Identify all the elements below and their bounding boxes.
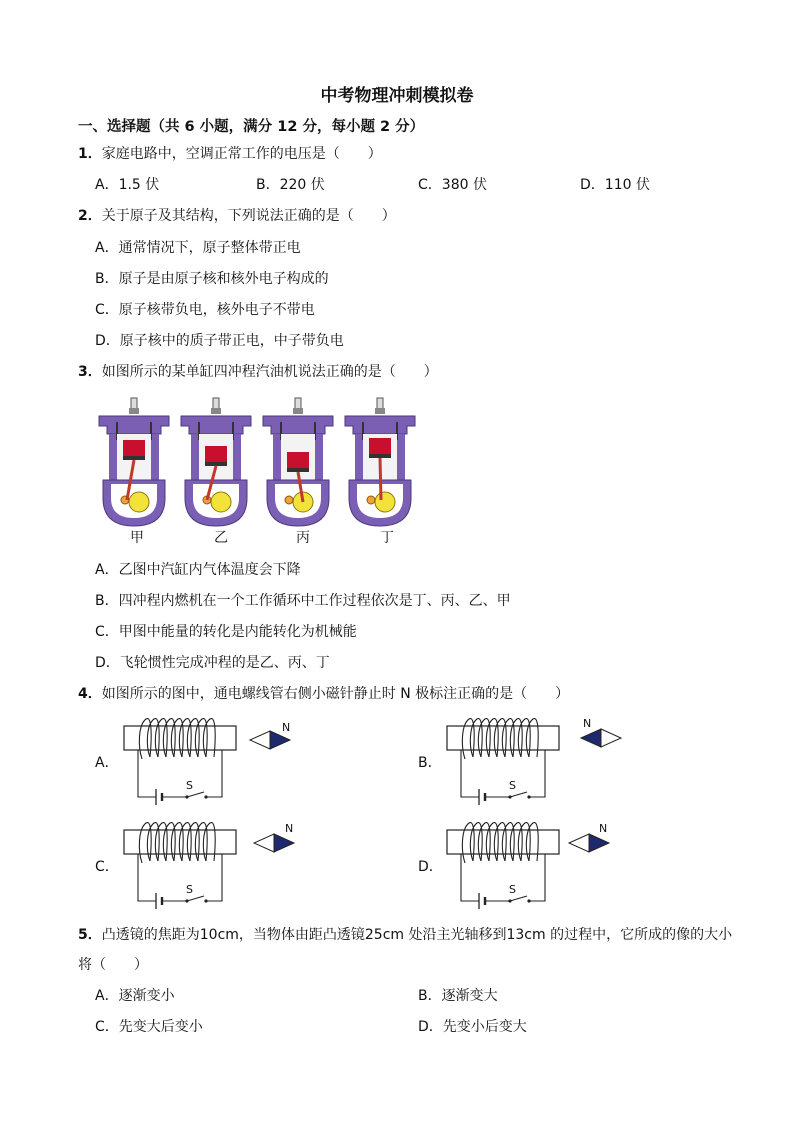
engine-yi [181,398,251,526]
needle-label-d: N [599,822,608,835]
solenoid-diagram-b [447,717,627,809]
q1-option-c[interactable]: C．380 伏 [418,177,487,193]
engine-jia [99,398,169,526]
q2-option-c[interactable]: C．原子核带负电，核外电子不带电 [95,302,315,318]
q4-option-c[interactable]: C． [95,859,119,875]
figure-label-bing: 丙 [296,530,310,546]
question-1 [78,147,382,161]
switch-label-b: S [509,779,516,792]
question-stem: 如图所示的图中，通电螺线管右侧小磁针静止时 N 极标注正确的是（ ） [101,686,570,702]
q3-option-c[interactable]: C．甲图中能量的转化是内能转化为机械能 [95,624,357,640]
figure-label-jia: 甲 [130,530,144,546]
q3-option-a[interactable]: A．乙图中汽缸内气体温度会下降 [95,562,301,578]
compass-needle-d [569,834,609,852]
switch-label-a: S [186,779,193,792]
q5-option-c[interactable]: C．先变大后变小 [95,1019,203,1035]
engine-bing [263,398,333,526]
question-stem: 如图所示的某单缸四冲程汽油机说法正确的是（ ） [101,364,438,380]
question-stem-line-1: 凸透镜的焦距为10cm，当物体由距凸透镜25cm 处沿主光轴移到13cm 的过程中，它所成的像的大小 [101,927,733,943]
question-4 [78,687,569,701]
question-2 [78,209,396,223]
question-stem-line-2: 将（ ） [78,957,148,973]
needle-label-b: N [583,717,592,730]
q1-option-b[interactable]: B．220 伏 [256,177,325,193]
switch-label-c: S [186,883,193,896]
q2-option-a[interactable]: A．通常情况下，原子整体带正电 [95,240,301,256]
question-number: 5． [78,927,102,943]
q1-option-a[interactable]: A．1.5 伏 [95,177,160,193]
q5-option-a[interactable]: A．逐渐变小 [95,988,175,1004]
figure-label-ding: 丁 [380,530,394,546]
engine-figure-group [95,396,415,526]
question-stem: 关于原子及其结构，下列说法正确的是（ ） [101,208,396,224]
page-title: 中考物理冲刺模拟卷 [320,86,474,106]
q3-option-d[interactable]: D．飞轮惯性完成冲程的是乙、丙、丁 [95,655,330,671]
question-number: 3． [78,364,102,380]
question-number: 2． [78,208,102,224]
q3-option-b[interactable]: B．四冲程内燃机在一个工作循环中工作过程依次是丁、丙、乙、甲 [95,593,511,609]
solenoid-diagram-a [124,717,304,809]
q1-option-d[interactable]: D．110 伏 [580,177,650,193]
question-5 [78,928,732,942]
q4-option-b[interactable]: B． [418,755,442,771]
question-number: 4． [78,686,102,702]
engine-ding [345,398,415,526]
q5-option-b[interactable]: B．逐渐变大 [418,988,498,1004]
q2-option-d[interactable]: D．原子核中的质子带正电，中子带负电 [95,333,344,349]
q2-option-b[interactable]: B．原子是由原子核和核外电子构成的 [95,271,329,287]
compass-needle-b [581,729,621,747]
needle-label-c: N [285,822,294,835]
compass-needle-c [254,834,294,852]
question-number: 1． [78,146,102,162]
solenoid-diagram-c [124,821,304,913]
section-heading: 一、选择题（共 6 小题，满分 12 分，每小题 2 分） [78,119,425,135]
needle-label-a: N [282,721,291,734]
switch-label-d: S [509,883,516,896]
q4-option-d[interactable]: D． [418,859,443,875]
question-3 [78,365,438,379]
question-stem: 家庭电路中，空调正常工作的电压是（ ） [101,146,382,162]
q4-option-a[interactable]: A． [95,755,119,771]
figure-label-yi: 乙 [214,530,228,546]
q5-option-d[interactable]: D．先变小后变大 [418,1019,527,1035]
